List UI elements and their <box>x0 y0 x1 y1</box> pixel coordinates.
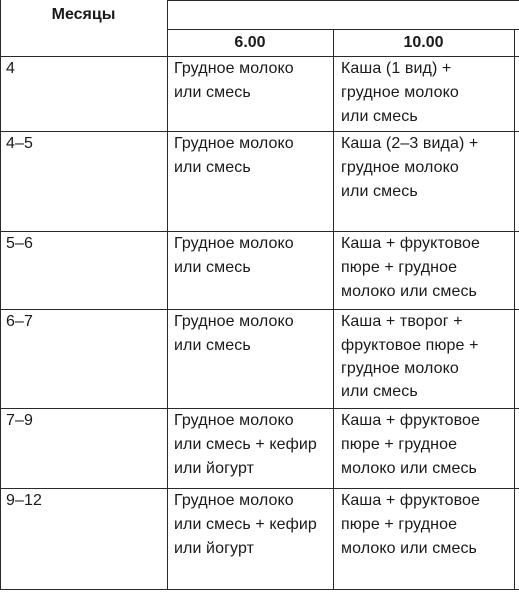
row-10-line: или смесь <box>341 383 418 400</box>
row-month: 7–9 <box>6 412 33 429</box>
row-10-line: Каша (1 вид) + <box>341 60 452 77</box>
row-10-line: пюре + грудное <box>341 259 458 276</box>
row-6-line: или йогурт <box>174 460 255 477</box>
row-6-line: Грудное молоко <box>174 235 294 252</box>
row-10-line: или смесь <box>341 108 418 125</box>
rule-col-months <box>167 0 168 590</box>
row-10-line: Каша + фруктовое <box>341 235 481 252</box>
header-months: Месяцы <box>51 6 116 23</box>
row-10-line: Каша (2–3 вида) + <box>341 135 479 152</box>
row-6-line: Грудное молоко <box>174 412 294 429</box>
row-6-line: Грудное молоко <box>174 60 294 77</box>
rule-table-bottom <box>0 589 519 590</box>
row-10-line: пюре + грудное <box>341 436 458 453</box>
row-10-line: фруктовое пюре + <box>341 337 479 354</box>
row-month: 4 <box>6 60 15 77</box>
row-10-line: молоко или смесь <box>341 540 477 557</box>
row-month: 4–5 <box>6 135 33 152</box>
row-10-line: Каша + фруктовое <box>341 412 481 429</box>
rule-col-6 <box>333 29 334 590</box>
row-6-line: или смесь <box>174 159 251 176</box>
rule-header-top <box>167 0 519 1</box>
row-6-line: или смесь <box>174 84 251 101</box>
row-6-line: Грудное молоко <box>174 492 294 509</box>
row-10-line: Каша + творог + <box>341 313 463 330</box>
row-10-line: Каша + фруктовое <box>341 492 481 509</box>
rule-col-left <box>0 0 1 590</box>
row-6-line: или йогурт <box>174 540 255 557</box>
row-month: 5–6 <box>6 235 33 252</box>
header-time-10: 10.00 <box>403 34 444 51</box>
row-6-line: Грудное молоко <box>174 135 294 152</box>
row-month: 6–7 <box>6 313 33 330</box>
row-10-line: грудное молоко <box>341 84 459 101</box>
rule-header-mid <box>167 29 519 30</box>
row-6-line: или смесь <box>174 259 251 276</box>
rule-col-10 <box>514 29 515 590</box>
row-6-line: или смесь + кефир <box>174 436 317 453</box>
row-month: 9–12 <box>6 492 42 509</box>
row-10-line: грудное молоко <box>341 159 459 176</box>
row-6-line: или смесь <box>174 337 251 354</box>
row-10-line: грудное молоко <box>341 360 459 377</box>
header-time-6: 6.00 <box>234 34 266 51</box>
row-10-line: или смесь <box>341 183 418 200</box>
row-10-line: молоко или смесь <box>341 283 477 300</box>
row-10-line: молоко или смесь <box>341 460 477 477</box>
row-6-line: или смесь + кефир <box>174 516 317 533</box>
row-10-line: пюре + грудное <box>341 516 458 533</box>
row-6-line: Грудное молоко <box>174 313 294 330</box>
